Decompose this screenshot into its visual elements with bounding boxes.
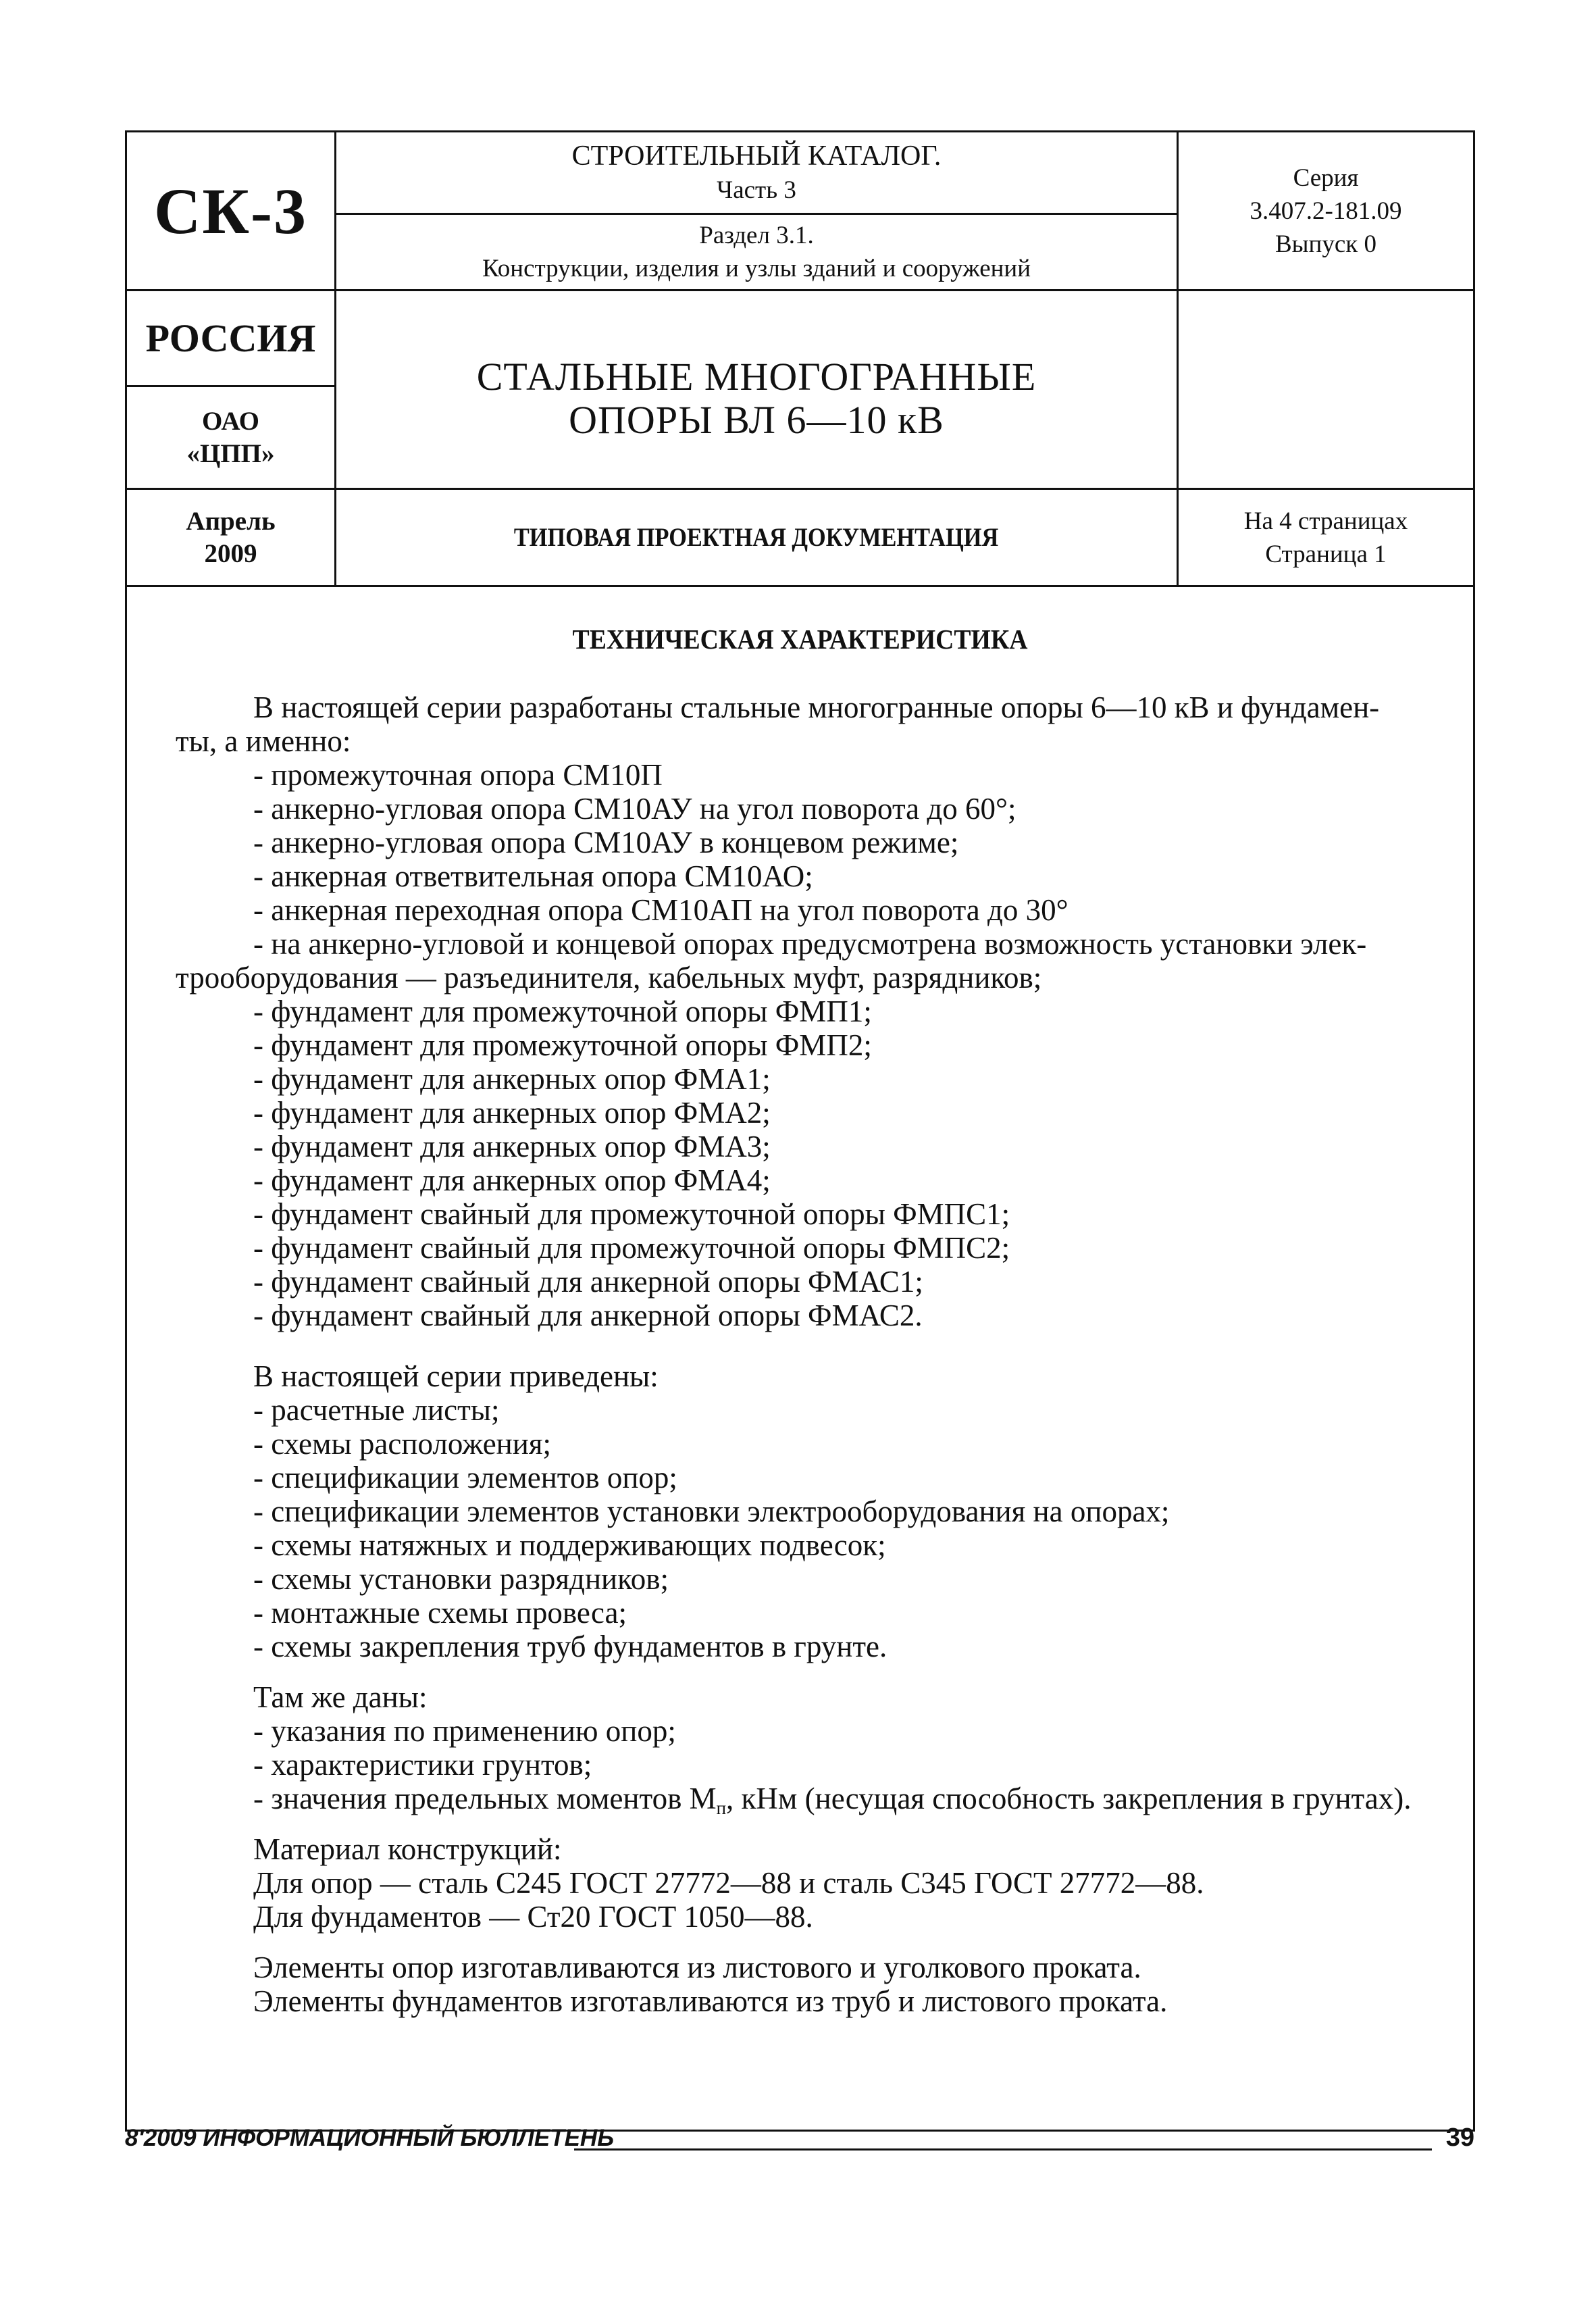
list-item: - фундамент свайный для промежуточной опоры ФМПС2; (253, 1231, 1010, 1265)
pages-total: На 4 страницах (1243, 507, 1408, 535)
list-item: - указания по применению опор; (253, 1714, 676, 1748)
document-title (336, 291, 1177, 488)
supports-list (253, 758, 1516, 961)
material-foundations: Для фундаментов — Ст20 ГОСТ 1050—88. (253, 1900, 813, 1934)
list-item: - схемы закрепления труб фундаментов в грунте. (253, 1630, 887, 1663)
list-item: - схемы установки разрядников; (253, 1562, 669, 1596)
list-item: - спецификации элементов установки электрооборудования на опорах; (253, 1494, 1170, 1528)
list-item: - анкерная переходная опора СМ10АП на угол поворота до 30° (253, 893, 1069, 927)
title-line-2: ОПОРЫ ВЛ 6—10 кВ (569, 398, 944, 442)
footer-rule (574, 2148, 1432, 2150)
title-line-1: СТАЛЬНЫЕ МНОГОГРАННЫЕ (476, 355, 1037, 399)
elements-supports: Элементы опор изготавливаются из листового и уголкового проката. (253, 1951, 1141, 1984)
doc-type-cell (336, 490, 1177, 585)
section-number: Раздел 3.1. (699, 222, 814, 249)
material-supports: Для опор — сталь С245 ГОСТ 27772—88 и сталь С345 ГОСТ 27772—88. (253, 1866, 1204, 1900)
supports-wrap (176, 961, 1439, 995)
date-cell (127, 490, 334, 585)
list-item: - фундамент для анкерных опор ФМА2; (253, 1096, 771, 1130)
series-number: 3.407.2-181.09 (1250, 197, 1402, 225)
date-month: Апрель (186, 506, 276, 536)
series-label: Серия (1293, 164, 1359, 192)
elements-block (253, 1951, 1516, 2018)
list-item: - анкерная ответвительная опора СМ10АО; (253, 859, 813, 893)
list-item: - фундамент свайный для промежуточной опоры ФМПС1; (253, 1197, 1010, 1231)
moments-unit: , кНм (несущая способность закрепления в грунтах). (726, 1782, 1412, 1815)
org-type: ОАО (202, 406, 259, 436)
list-item: - фундамент для промежуточной опоры ФМП2; (253, 1028, 872, 1062)
also-list (253, 1680, 1516, 1825)
list-item: - анкерно-угловая опора СМ10АУ в концевом режиме; (253, 826, 959, 859)
series-cell (1179, 132, 1473, 289)
list-item: - фундамент для анкерных опор ФМА1; (253, 1062, 771, 1096)
paragraph-heading: Материал конструкций: (253, 1832, 562, 1866)
pages-cell (1179, 490, 1473, 585)
list-item-continuation: трооборудования — разъединителя, кабельных муфт, разрядников; (176, 961, 1042, 995)
list-item: - монтажные схемы провеса; (253, 1596, 627, 1630)
list-item: - спецификации элементов опор; (253, 1461, 677, 1494)
list-item: - фундамент свайный для анкерной опоры ФМАС2. (253, 1299, 923, 1332)
list-item: - схемы расположения; (253, 1427, 552, 1461)
catalog-code: СК-3 (154, 174, 307, 247)
org-cell (127, 387, 334, 488)
section-heading: ТЕХНИЧЕСКАЯ ХАРАКТЕРИСТИКА (572, 624, 1028, 655)
issue-number: Выпуск 0 (1275, 230, 1376, 258)
code-cell (127, 132, 334, 289)
list-item: - схемы натяжных и поддерживающих подвесок; (253, 1528, 886, 1562)
material-block (253, 1832, 1516, 1934)
list-item: - на анкерно-угловой и концевой опорах предусмотрена возможность установки элек- (253, 927, 1367, 961)
country-name: РОССИЯ (145, 316, 316, 360)
body-block-2 (176, 724, 1439, 758)
page-number: 39 (1445, 2123, 1474, 2152)
list-item: - фундамент свайный для анкерной опоры ФМАС1; (253, 1265, 923, 1299)
intro-line-1: В настоящей серии разработаны стальные многогранные опоры 6—10 кВ и фундамен- (253, 690, 1380, 724)
catalog-part: Часть 3 (717, 176, 796, 204)
org-name: «ЦПП» (186, 438, 275, 468)
country-cell (127, 291, 334, 385)
header-bottom-divider (125, 585, 1475, 587)
foundations-list (253, 995, 1516, 1332)
moments-text: - значения предельных моментов М (253, 1782, 717, 1815)
intro-line-2: ты, а именно: (176, 724, 351, 758)
paragraph-heading: Там же даны: (253, 1680, 428, 1714)
list-item: - промежуточная опора СМ10П (253, 758, 663, 792)
section-cell (336, 215, 1177, 289)
section-name: Конструкции, изделия и узлы зданий и сооружений (482, 255, 1031, 282)
catalog-title: СТРОИТЕЛЬНЫЙ КАТАЛОГ. (571, 141, 942, 172)
list-item: - фундамент для анкерных опор ФМА4; (253, 1163, 771, 1197)
list-item: - фундамент для промежуточной опоры ФМП1; (253, 995, 872, 1028)
body-block-1 (253, 690, 1516, 724)
list-item (253, 1782, 1516, 1825)
date-year: 2009 (204, 538, 257, 568)
catalog-cell (336, 132, 1177, 213)
bulletin-title: 8'2009 ИНФОРМАЦИОННЫЙ БЮЛЛЕТЕНЬ (125, 2125, 614, 2151)
list-item: - характеристики грунтов; (253, 1748, 592, 1782)
elements-foundations: Элементы фундаментов изготавливаются из труб и листового проката. (253, 1984, 1168, 2018)
page-current: Страница 1 (1265, 540, 1387, 568)
moments-subscript: п (716, 1798, 727, 1819)
list-item: - расчетные листы; (253, 1393, 500, 1427)
document-type: ТИПОВАЯ ПРОЕКТНАЯ ДОКУМЕНТАЦИЯ (514, 523, 999, 552)
list-item: - анкерно-угловая опора СМ10АУ на угол поворота до 60°; (253, 792, 1016, 826)
paragraph-heading: В настоящей серии приведены: (253, 1359, 659, 1393)
list-item: - фундамент для анкерных опор ФМА3; (253, 1130, 771, 1163)
included-list (253, 1359, 1516, 1663)
